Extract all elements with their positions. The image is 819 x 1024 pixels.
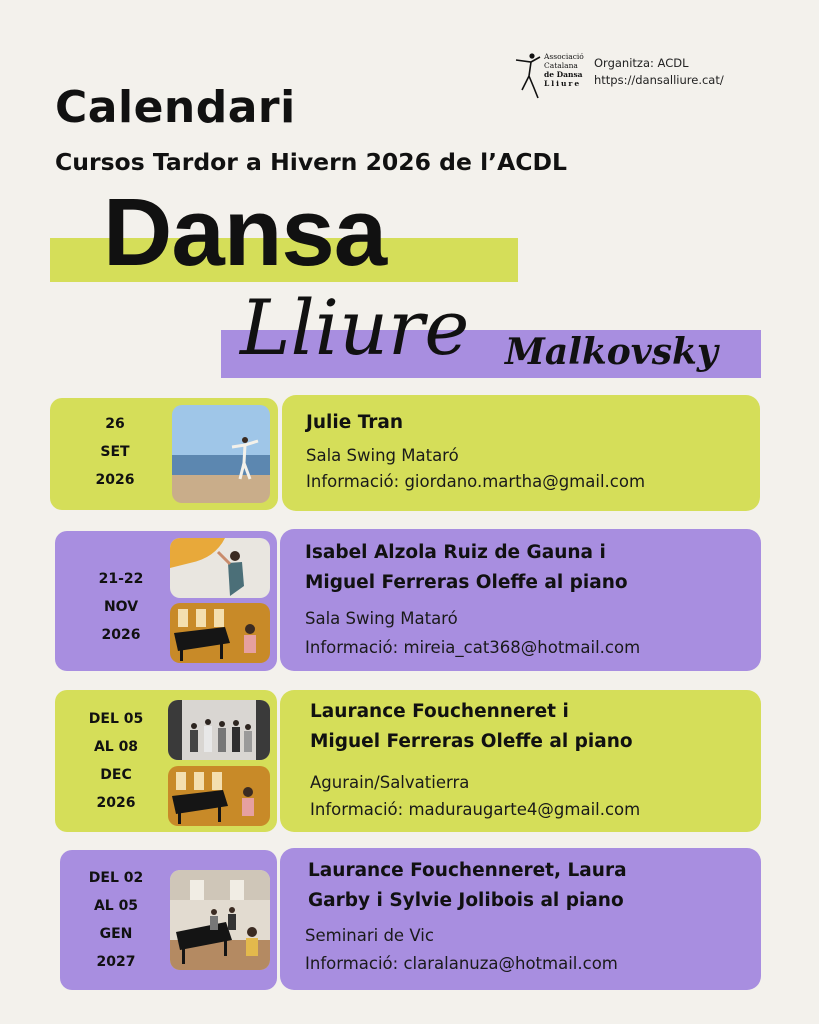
page-title: Calendari: [55, 82, 296, 133]
headline-dansa: Dansa: [103, 179, 387, 286]
event-contact-email[interactable]: Informació: claralanuza@hotmail.com: [305, 954, 618, 973]
event-artists: Laurance Fouchenneret, Laura Garby i Sylvie Jolibois al piano: [308, 860, 627, 911]
dancer-logo-icon: [514, 50, 544, 102]
event-location: Sala Swing Mataró: [305, 609, 458, 628]
studio-piano-photo: [170, 870, 270, 970]
pianist-photo: [170, 603, 270, 663]
event-date: DEL 02 AL 05 GEN 2027: [88, 870, 144, 970]
website-link[interactable]: https://dansalliure.cat/: [594, 73, 724, 87]
event-artists: Laurance Fouchenneret i Miguel Ferreras Oleffe al piano: [310, 701, 633, 752]
event-location: Agurain/Salvatierra: [310, 773, 470, 792]
pianist-photo: [168, 766, 270, 826]
event-contact-email[interactable]: Informació: maduraugarte4@gmail.com: [310, 800, 641, 819]
logo-text: Associació Catalana de Dansa Lliure: [544, 52, 584, 88]
dance-group-photo: [168, 700, 270, 760]
event-location: Sala Swing Mataró: [306, 446, 459, 465]
event-date: 26 SET 2026: [95, 416, 135, 488]
organizer-info: [594, 55, 724, 89]
acdl-logo: [514, 50, 594, 102]
headline-malkovsky: Malkovsky: [505, 331, 718, 373]
event-date: DEL 05 AL 08 DEC 2026: [88, 711, 144, 811]
event-artists: Julie Tran: [306, 412, 404, 433]
event-contact-email[interactable]: Informació: mireia_cat368@hotmail.com: [305, 638, 641, 657]
event-date: 21-22 NOV 2026: [98, 571, 144, 643]
event-artists: Isabel Alzola Ruiz de Gauna i Miguel Ferreras Oleffe al piano: [305, 542, 628, 593]
event-contact-email[interactable]: Informació: giordano.martha@gmail.com: [306, 472, 646, 491]
organizer-label: Organitza: ACDL: [594, 56, 689, 70]
page-subtitle: Cursos Tardor a Hivern 2026 de l’ACDL: [55, 148, 567, 176]
dancer-with-fabric-photo: [170, 538, 270, 598]
beach-dancer-photo: [172, 405, 270, 503]
event-location: Seminari de Vic: [305, 926, 434, 945]
headline-lliure: Lliure: [240, 283, 470, 372]
